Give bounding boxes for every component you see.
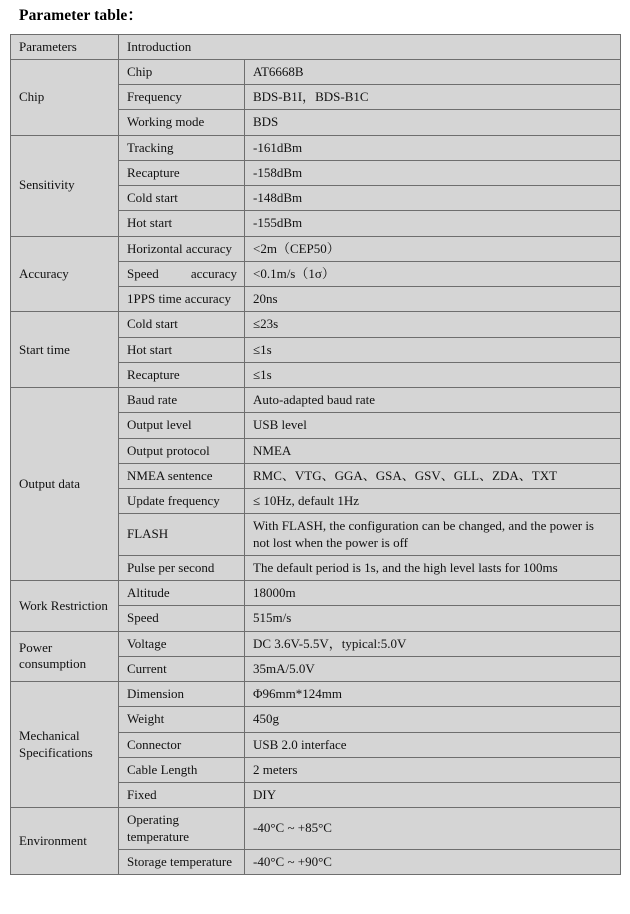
parameter-value-cell: DIY [245,783,621,808]
parameter-value-cell: NMEA [245,438,621,463]
parameter-name-cell: Recapture [119,362,245,387]
table-row [11,808,621,850]
table-row [11,682,621,707]
parameter-name-cell: Voltage [119,631,245,656]
column-header-parameters: Parameters [11,34,119,59]
table-row [11,581,621,606]
parameter-name-cell: Chip [119,59,245,84]
parameter-value-cell: -161dBm [245,135,621,160]
parameter-group-label: Chip [11,59,119,135]
parameter-value-cell: -148dBm [245,186,621,211]
table-row [11,236,621,261]
parameter-name-cell: Output protocol [119,438,245,463]
parameter-value-cell: ≤23s [245,312,621,337]
parameter-value-cell: ≤1s [245,337,621,362]
parameter-name-cell: Pulse per second [119,555,245,580]
parameter-name-cell: Update frequency [119,489,245,514]
parameter-name-cell: Connector [119,732,245,757]
parameter-value-cell: BDS [245,110,621,135]
table-row [11,59,621,84]
parameter-value-cell: 18000m [245,581,621,606]
parameter-name-cell: Recapture [119,160,245,185]
parameter-value-cell: ≤ 10Hz, default 1Hz [245,489,621,514]
parameter-value-cell: <2m（CEP50） [245,236,621,261]
parameter-name-cell: Horizontal accuracy [119,236,245,261]
parameter-group-label: Environment [11,808,119,875]
parameter-value-cell: 35mA/5.0V [245,656,621,681]
parameter-value-cell: USB 2.0 interface [245,732,621,757]
parameter-name-cell: Working mode [119,110,245,135]
parameter-name-cell: Tracking [119,135,245,160]
parameter-value-cell: AT6668B [245,59,621,84]
parameter-name-cell: Hot start [119,211,245,236]
parameter-value-cell: -40°C ~ +90°C [245,849,621,874]
parameter-table [10,34,621,876]
parameter-name-cell: Cold start [119,186,245,211]
parameter-value-cell: 20ns [245,287,621,312]
parameter-name-cell: Operating temperature [119,808,245,850]
table-row [11,312,621,337]
table-row [11,388,621,413]
parameter-name-cell: Output level [119,413,245,438]
column-header-introduction: Introduction [119,34,621,59]
parameter-name-cell: Fixed [119,783,245,808]
page-title: Parameter table： [19,7,143,24]
parameter-group-label: Work Restriction [11,581,119,632]
parameter-value-cell: BDS-B1I，BDS-B1C [245,85,621,110]
parameter-table-container [10,34,620,876]
parameter-value-cell: -155dBm [245,211,621,236]
parameter-name-cell: Altitude [119,581,245,606]
parameter-value-cell: ≤1s [245,362,621,387]
parameter-value-cell: RMC、VTG、GGA、GSA、GSV、GLL、ZDA、TXT [245,463,621,488]
parameter-name-cell: Baud rate [119,388,245,413]
parameter-value-cell: <0.1m/s（1σ） [245,261,621,286]
table-header-row [11,34,621,59]
parameter-name-cell: Cold start [119,312,245,337]
parameter-value-cell: 2 meters [245,757,621,782]
justified-label [127,266,237,282]
parameter-value-cell: Φ96mm*124mm [245,682,621,707]
parameter-name-cell: Storage temperature [119,849,245,874]
table-row [11,135,621,160]
parameter-name-cell: FLASH [119,514,245,556]
table-row [11,631,621,656]
parameter-name-cell: NMEA sentence [119,463,245,488]
parameter-value-cell: 515m/s [245,606,621,631]
parameter-value-cell: 450g [245,707,621,732]
parameter-value-cell: Auto-adapted baud rate [245,388,621,413]
table-body [11,34,621,875]
parameter-group-label: Accuracy [11,236,119,312]
parameter-name-cell: Dimension [119,682,245,707]
parameter-name-cell: Frequency [119,85,245,110]
parameter-name-part-2: accuracy [190,265,237,281]
parameter-name-cell: Weight [119,707,245,732]
parameter-name-part-1: Speed [127,265,159,281]
parameter-name-cell: Hot start [119,337,245,362]
parameter-group-label: Start time [11,312,119,388]
parameter-value-cell: -158dBm [245,160,621,185]
parameter-name-cell: Current [119,656,245,681]
parameter-value-cell: USB level [245,413,621,438]
parameter-name-cell: Speed [119,606,245,631]
parameter-name-cell: Cable Length [119,757,245,782]
parameter-value-cell: With FLASH, the configuration can be changed, and the power is not lost when the power is off [245,514,621,556]
parameter-name-cell: 1PPS time accuracy [119,287,245,312]
parameter-group-label: Power consumption [11,631,119,682]
parameter-group-label: Mechanical Specifications [11,682,119,808]
parameter-group-label: Output data [11,388,119,581]
parameter-group-label: Sensitivity [11,135,119,236]
parameter-value-cell: DC 3.6V-5.5V，typical:5.0V [245,631,621,656]
parameter-name-cell [119,261,245,286]
parameter-value-cell: The default period is 1s, and the high level lasts for 100ms [245,555,621,580]
parameter-value-cell: -40°C ~ +85°C [245,808,621,850]
